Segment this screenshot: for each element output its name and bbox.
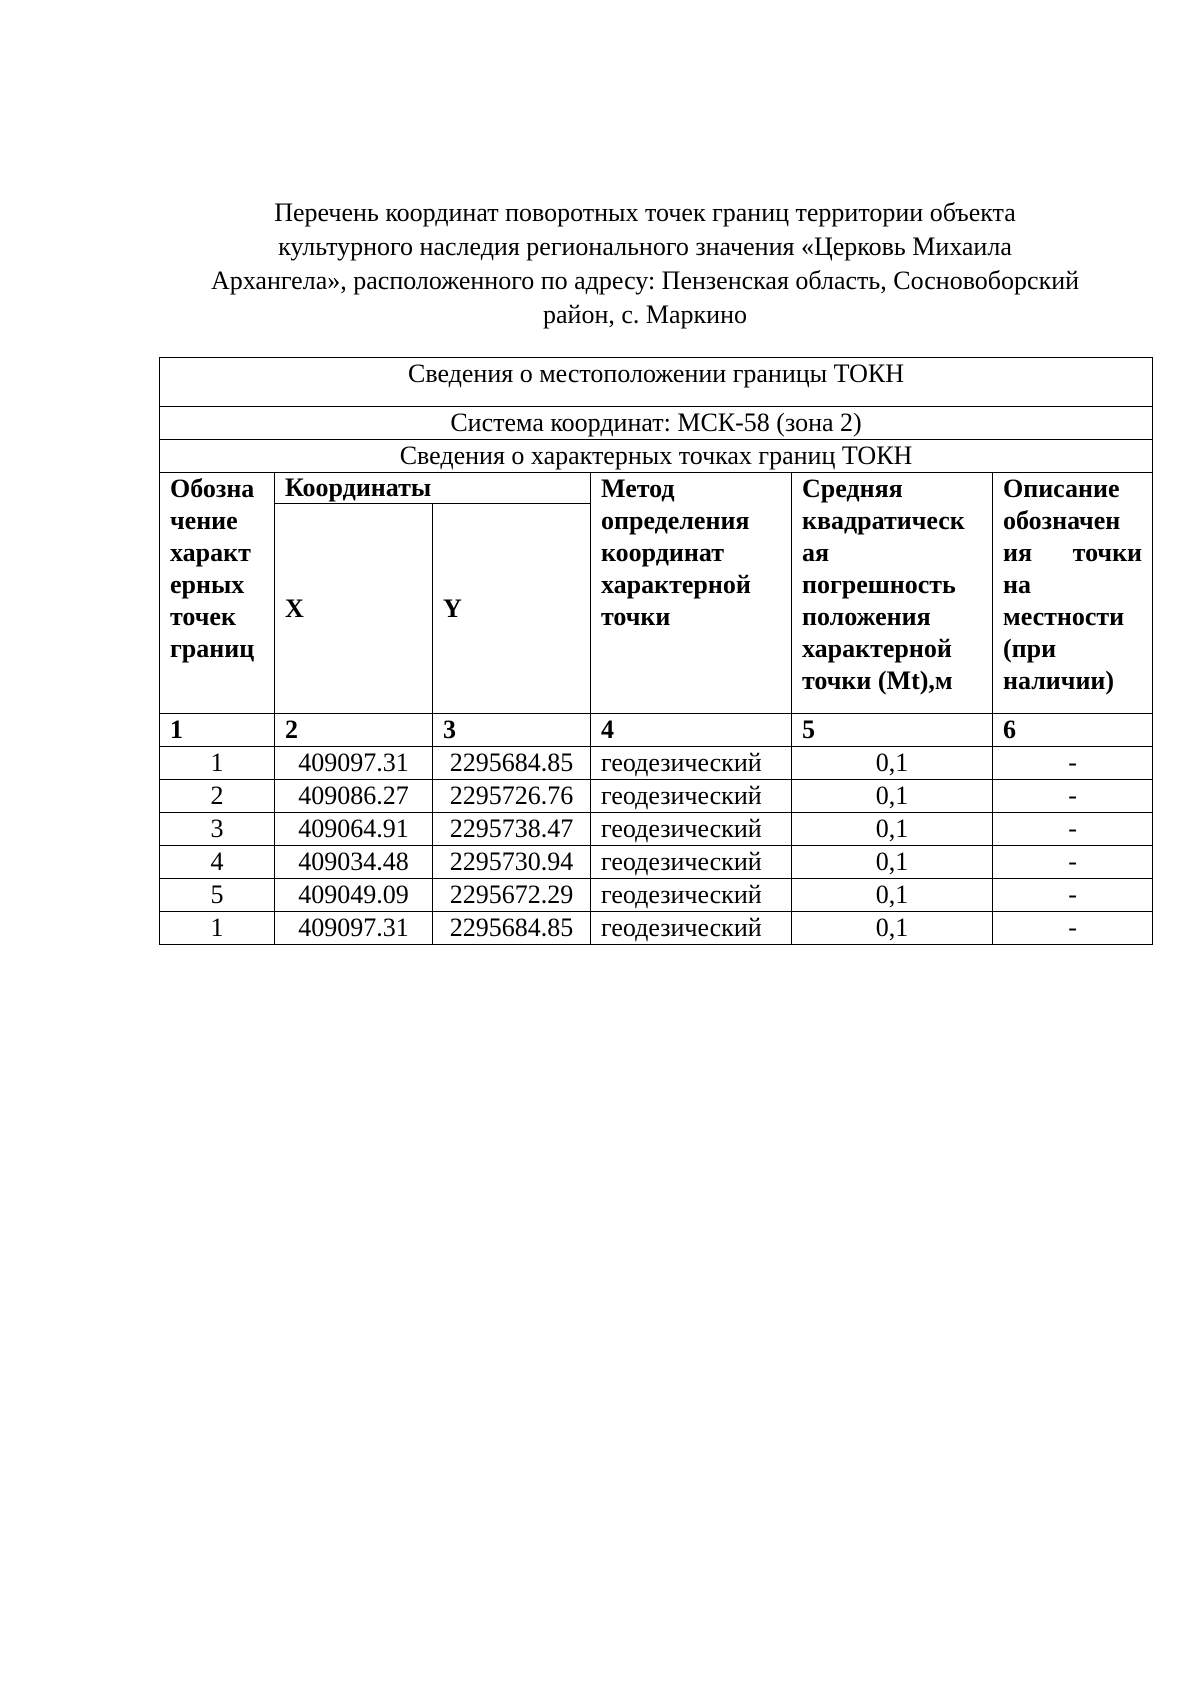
point-cell: 1 bbox=[160, 912, 275, 945]
point-cell: 1 bbox=[160, 747, 275, 780]
y-cell: 2295684.85 bbox=[433, 747, 591, 780]
section-title: Сведения о местоположении границы ТОКН bbox=[160, 358, 1153, 407]
description-cell: - bbox=[993, 780, 1153, 813]
point-cell: 4 bbox=[160, 846, 275, 879]
coordinate-system: Система координат: МСК-58 (зона 2) bbox=[160, 407, 1153, 440]
table-row bbox=[160, 747, 1153, 780]
method-cell: геодезический bbox=[591, 912, 792, 945]
error-cell: 0,1 bbox=[792, 879, 993, 912]
column-number: 5 bbox=[792, 714, 993, 747]
method-cell: геодезический bbox=[591, 879, 792, 912]
column-number: 6 bbox=[993, 714, 1153, 747]
column-number: 1 bbox=[160, 714, 275, 747]
x-cell: 409034.48 bbox=[275, 846, 433, 879]
table-row bbox=[160, 813, 1153, 846]
column-number: 3 bbox=[433, 714, 591, 747]
column-number: 4 bbox=[591, 714, 792, 747]
y-cell: 2295726.76 bbox=[433, 780, 591, 813]
header-x: X bbox=[275, 504, 433, 714]
table-row bbox=[160, 780, 1153, 813]
table-row bbox=[160, 912, 1153, 945]
x-cell: 409064.91 bbox=[275, 813, 433, 846]
x-cell: 409097.31 bbox=[275, 747, 433, 780]
point-cell: 2 bbox=[160, 780, 275, 813]
y-cell: 2295684.85 bbox=[433, 912, 591, 945]
header-description: Описание обозначен ия точки на местности (при наличии) bbox=[993, 473, 1153, 714]
header-method: Метод определения координат характерной точки bbox=[591, 473, 792, 714]
title-line: культурного наследия регионального значения «Церковь Михаила bbox=[278, 232, 1012, 261]
column-number: 2 bbox=[275, 714, 433, 747]
column-numbers-row bbox=[160, 714, 1153, 747]
method-cell: геодезический bbox=[591, 747, 792, 780]
y-cell: 2295672.29 bbox=[433, 879, 591, 912]
coordinates-table bbox=[159, 357, 1153, 945]
header-coordinates: Координаты bbox=[275, 473, 591, 504]
points-title: Сведения о характерных точках границ ТОКН bbox=[160, 440, 1153, 473]
table-row bbox=[160, 879, 1153, 912]
x-cell: 409097.31 bbox=[275, 912, 433, 945]
error-cell: 0,1 bbox=[792, 747, 993, 780]
y-cell: 2295738.47 bbox=[433, 813, 591, 846]
description-cell: - bbox=[993, 846, 1153, 879]
y-cell: 2295730.94 bbox=[433, 846, 591, 879]
error-cell: 0,1 bbox=[792, 912, 993, 945]
point-cell: 5 bbox=[160, 879, 275, 912]
document-title bbox=[170, 196, 1120, 332]
description-cell: - bbox=[993, 912, 1153, 945]
x-cell: 409086.27 bbox=[275, 780, 433, 813]
method-cell: геодезический bbox=[591, 780, 792, 813]
error-cell: 0,1 bbox=[792, 813, 993, 846]
error-cell: 0,1 bbox=[792, 846, 993, 879]
method-cell: геодезический bbox=[591, 813, 792, 846]
title-line: район, с. Маркино bbox=[542, 300, 748, 329]
table-row bbox=[160, 846, 1153, 879]
x-cell: 409049.09 bbox=[275, 879, 433, 912]
header-error: Средняя квадратическ ая погрешность положения характерной точки (Mt),м bbox=[792, 473, 993, 714]
description-cell: - bbox=[993, 879, 1153, 912]
point-cell: 3 bbox=[160, 813, 275, 846]
title-line: Перечень координат поворотных точек границ территории объекта bbox=[274, 198, 1016, 227]
header-y: Y bbox=[433, 504, 591, 714]
header-designation: Обозна чение характ ерных точек границ bbox=[160, 473, 275, 714]
error-cell: 0,1 bbox=[792, 780, 993, 813]
method-cell: геодезический bbox=[591, 846, 792, 879]
description-cell: - bbox=[993, 747, 1153, 780]
description-cell: - bbox=[993, 813, 1153, 846]
title-line: Архангела», расположенного по адресу: Пензенская область, Сосновоборский bbox=[210, 266, 1080, 295]
